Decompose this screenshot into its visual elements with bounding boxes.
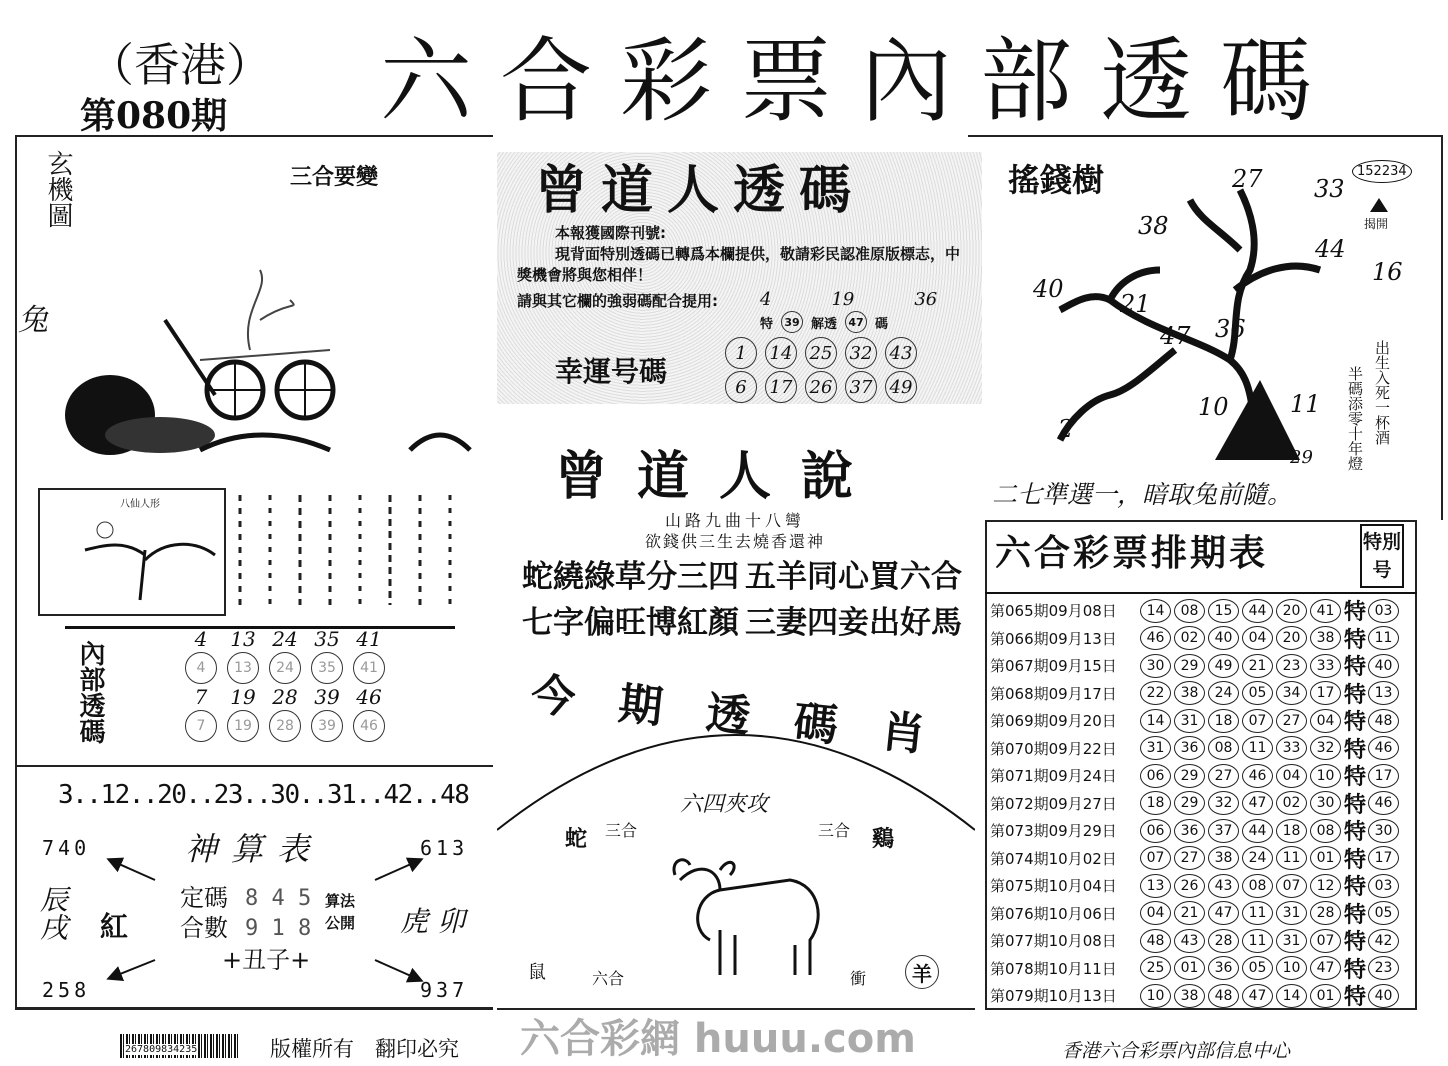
number-ball: 11: [1242, 901, 1273, 925]
schedule-row: [990, 955, 1402, 983]
number-ball: 10: [1310, 764, 1341, 788]
hand-number: 19: [831, 289, 855, 310]
zodiac-label: +丑子+: [222, 946, 311, 974]
issue-date: 第066期09月13日: [990, 629, 1117, 648]
number-ball: 47: [1208, 901, 1239, 925]
hand-number: 41: [356, 627, 382, 651]
number-ball: 23: [1276, 654, 1307, 678]
special-label: 特: [1344, 600, 1367, 626]
tree-number: 11: [1290, 390, 1321, 418]
number-ball: 04: [1242, 626, 1273, 650]
special-label: 特: [1344, 847, 1367, 873]
shensuan-bottom-left: 258: [42, 978, 91, 1002]
tree-stamp: 152234: [1352, 160, 1412, 183]
number-ball: 21: [1242, 654, 1273, 678]
zeng-code-title: 曾道人透碼: [535, 161, 866, 221]
special-ball: 03: [1368, 874, 1399, 898]
hand-number: 13: [230, 627, 256, 651]
number-ball: 14: [1140, 599, 1171, 623]
schedule-row: [990, 707, 1402, 735]
special-ball: 05: [1368, 901, 1399, 925]
inner-code-ball: 7: [185, 710, 217, 742]
number-ball: 08: [1208, 736, 1239, 760]
page-title: 六合彩票內部透碼: [380, 28, 1341, 135]
number-ball: 31: [1276, 901, 1307, 925]
lucky-ball: 17: [765, 371, 797, 403]
issue-date: 第071期09月24日: [990, 767, 1117, 786]
number-ball: 20: [1276, 599, 1307, 623]
rooster-label: 鷄: [872, 827, 895, 852]
poem-columns: [235, 490, 485, 620]
number-ball: 29: [1174, 764, 1205, 788]
inner-code-title: 內部透碼: [75, 640, 105, 744]
lucky-ball: 14: [765, 337, 797, 369]
right-hand-note: 虎 卯: [400, 905, 465, 938]
hand-number: 19: [230, 685, 256, 709]
number-ball: 38: [1174, 681, 1205, 705]
issue-date: 第067期09月15日: [990, 657, 1117, 676]
number-ball: 10: [1140, 984, 1171, 1008]
number-ball: 22: [1140, 681, 1171, 705]
number-ball: 31: [1140, 736, 1171, 760]
number-ball: 01: [1174, 956, 1205, 980]
number-ball: 08: [1174, 599, 1205, 623]
number-ball: 27: [1208, 764, 1239, 788]
tree-number: 40: [1033, 275, 1064, 303]
number-ball: 29: [1174, 654, 1205, 678]
tree-title: 搖錢樹: [1008, 161, 1105, 199]
issue-date: 第077期10月08日: [990, 932, 1117, 951]
number-ball: 08: [1242, 874, 1273, 898]
tree-number: 36: [1215, 315, 1246, 343]
schedule-row: [990, 982, 1402, 1010]
number-ball: 47: [1310, 956, 1341, 980]
snake-label: 蛇: [565, 827, 588, 852]
number-ball: 44: [1242, 599, 1273, 623]
jie-label: 解透: [811, 316, 838, 332]
number-ball: 34: [1276, 681, 1307, 705]
zeng-top-numbers: [760, 289, 937, 310]
sum-label: 合數: [180, 914, 228, 942]
schedule-row: [990, 927, 1402, 955]
watermark: 六合彩網 huuu.com: [520, 1016, 916, 1062]
schedule-row: [990, 735, 1402, 763]
inner-code-ball: 28: [269, 710, 301, 742]
special-ball: 23: [1368, 956, 1399, 980]
te-ball: 39: [781, 311, 803, 333]
number-ball: 11: [1242, 929, 1273, 953]
arrows: [100, 850, 440, 990]
number-ball: 25: [1140, 956, 1171, 980]
number-ball: 12: [1310, 874, 1341, 898]
number-ball: 07: [1140, 846, 1171, 870]
schedule-row: [990, 790, 1402, 818]
number-ball: 38: [1310, 626, 1341, 650]
number-ball: 46: [1140, 626, 1171, 650]
number-ball: 48: [1208, 984, 1239, 1008]
sheep-label: 羊: [905, 955, 939, 989]
number-ball: 43: [1174, 929, 1205, 953]
number-ball: 30: [1310, 791, 1341, 815]
number-ball: 15: [1208, 599, 1239, 623]
issue-date: 第069期09月20日: [990, 712, 1117, 731]
number-ball: 36: [1174, 736, 1205, 760]
cart-lion-illustration: [40, 170, 480, 460]
number-ball: 47: [1242, 984, 1273, 1008]
fixed-code-value: 8 4 5: [245, 886, 312, 911]
inner-code-hand-row2: [180, 686, 390, 708]
number-ball: 14: [1140, 709, 1171, 733]
zeng-says-title: 曾道人說: [555, 446, 884, 507]
number-ball: 38: [1174, 984, 1205, 1008]
schedule-row: [990, 762, 1402, 790]
special-ball: 46: [1368, 736, 1399, 760]
number-ball: 01: [1310, 846, 1341, 870]
lucky-ball: 43: [885, 337, 917, 369]
number-ball: 07: [1310, 929, 1341, 953]
number-ball: 07: [1242, 709, 1273, 733]
schedule-row: [990, 900, 1402, 928]
issue-date: 第076期10月06日: [990, 904, 1117, 923]
special-ball: 03: [1368, 599, 1399, 623]
jie-ball: 47: [845, 311, 867, 333]
inner-code-ball: 35: [311, 652, 343, 684]
special-label: 特: [1344, 930, 1367, 956]
number-ball: 37: [1208, 819, 1239, 843]
lucky-ball: 6: [725, 371, 757, 403]
schedule-row: [990, 652, 1402, 680]
special-ball: 11: [1368, 626, 1399, 650]
triangle-icon: [1370, 198, 1388, 212]
number-ball: 05: [1242, 681, 1273, 705]
copyright: 版權所有 翻印必究: [270, 1037, 459, 1061]
chong-label: 衝: [850, 969, 867, 988]
inner-code-row1: [185, 652, 385, 684]
sum-value: 9 1 8: [245, 916, 312, 941]
tree-number: 33: [1314, 175, 1345, 203]
tree-number: 47: [1160, 322, 1191, 350]
hand-number: 39: [314, 685, 340, 709]
lucky-circles-row1: [725, 337, 917, 369]
poem-1a: 蛇繞綠草分三四: [522, 559, 739, 595]
rat-label: 鼠: [528, 962, 546, 983]
special-label: 特: [1344, 682, 1367, 708]
number-ball: 26: [1174, 874, 1205, 898]
number-ball: 06: [1140, 819, 1171, 843]
special-ball: 40: [1368, 654, 1399, 678]
inner-code-ball: 24: [269, 652, 301, 684]
special-ball: 48: [1368, 709, 1399, 733]
special-label: 特: [1344, 875, 1367, 901]
te-label: 特: [760, 316, 774, 332]
lucky-ball: 25: [805, 337, 837, 369]
lucky-ball: 37: [845, 371, 877, 403]
number-ball: 27: [1276, 709, 1307, 733]
number-ball: 48: [1140, 929, 1171, 953]
inner-code-ball: 41: [353, 652, 385, 684]
region-label: （香港）: [88, 38, 272, 92]
liuhe-label: 六合: [592, 969, 625, 988]
shensuan-bottom-right: 937: [420, 978, 469, 1002]
special-label: 特: [1344, 957, 1367, 983]
poem-2b: 三妻四妾出好馬: [745, 605, 962, 641]
schedule-row: [990, 597, 1402, 625]
special-ball: 42: [1368, 929, 1399, 953]
schedule-row: [990, 625, 1402, 653]
number-ball: 11: [1242, 736, 1273, 760]
number-ball: 32: [1208, 791, 1239, 815]
schedule-title: 六合彩票排期表: [995, 533, 1269, 574]
zeng-text-1: 本報獲國際刊號:: [555, 224, 666, 242]
shensuan-title: 神算表: [185, 830, 324, 868]
tree-side-1: 出生入死一杯酒: [1373, 340, 1391, 445]
special-row: [760, 311, 888, 333]
sanhe-subtitle: 三合要變: [290, 165, 379, 190]
number-ball: 07: [1276, 874, 1307, 898]
tree-sketch-icon: [45, 510, 220, 610]
number-ball: 31: [1276, 929, 1307, 953]
sanhe-left: 三合: [605, 821, 638, 840]
hand-number: 35: [314, 627, 340, 651]
tree-open-label: 揭開: [1364, 217, 1389, 231]
issue-date: 第075期10月04日: [990, 877, 1117, 896]
number-ball: 17: [1310, 681, 1341, 705]
lucky-ball: 49: [885, 371, 917, 403]
number-ball: 04: [1310, 709, 1341, 733]
number-ball: 24: [1242, 846, 1273, 870]
ma-label: 碼: [875, 316, 889, 332]
issue-date: 第074期10月02日: [990, 849, 1117, 868]
info-center: 香港六合彩票內部信息中心: [1062, 1040, 1291, 1062]
number-ball: 33: [1310, 654, 1341, 678]
number-ball: 33: [1276, 736, 1307, 760]
hand-number: 28: [272, 685, 298, 709]
number-ball: 18: [1140, 791, 1171, 815]
inner-code-ball: 39: [311, 710, 343, 742]
this-issue-title: 今期透碼肖: [528, 669, 972, 766]
number-ball: 43: [1208, 874, 1239, 898]
special-ball: 13: [1368, 681, 1399, 705]
red-label: 紅: [100, 910, 129, 943]
number-ball: 20: [1276, 626, 1307, 650]
tree-bottom-verse: 二七準選一，暗取兔前隨。: [992, 480, 1293, 509]
number-ball: 32: [1310, 736, 1341, 760]
lucky-ball: 1: [725, 337, 757, 369]
issue-date: 第072期09月27日: [990, 794, 1117, 813]
number-ball: 31: [1174, 709, 1205, 733]
special-ball: 17: [1368, 846, 1399, 870]
inner-code-ball: 13: [227, 652, 259, 684]
number-ball: 36: [1208, 956, 1239, 980]
xuanji-label: 玄機圖: [43, 150, 73, 228]
ox-illustration: [660, 850, 830, 980]
inner-code-ball: 19: [227, 710, 259, 742]
issue-date: 第073期09月29日: [990, 822, 1117, 841]
number-ball: 10: [1276, 956, 1307, 980]
issue-number: 第080期: [80, 95, 228, 137]
number-ball: 28: [1310, 901, 1341, 925]
tree-number: 38: [1138, 212, 1169, 240]
lucky-ball: 32: [845, 337, 877, 369]
zeng-text-3: 請與其它欄的強弱碼配合提用:: [517, 292, 718, 310]
small-picture-caption: 八仙人形: [120, 499, 160, 510]
tree-number: 29: [1290, 447, 1313, 468]
number-ball: 18: [1276, 819, 1307, 843]
number-ball: 46: [1242, 764, 1273, 788]
number-ball: 01: [1310, 984, 1341, 1008]
tree-number: 21: [1120, 290, 1151, 318]
number-ball: 11: [1276, 846, 1307, 870]
number-ball: 44: [1242, 819, 1273, 843]
special-label: 特: [1344, 655, 1367, 681]
attack-label: 六四夾攻: [680, 792, 769, 817]
number-ball: 08: [1310, 819, 1341, 843]
schedule-rows: [990, 597, 1402, 1010]
number-ball: 41: [1310, 599, 1341, 623]
tree-number: 10: [1198, 393, 1229, 421]
method-label: 算法公開: [325, 892, 356, 932]
hand-number: 24: [272, 627, 298, 651]
zeng-says-line2: 欲錢供三生去燒香還神: [644, 532, 825, 551]
number-ball: 21: [1174, 901, 1205, 925]
lucky-ball: 26: [805, 371, 837, 403]
poem-2a: 七字偏旺博紅顏: [522, 605, 739, 641]
lucky-numbers-label: 幸運号碼: [555, 355, 668, 388]
special-label: 特: [1344, 737, 1367, 763]
inner-code-ball: 46: [353, 710, 385, 742]
tree-number: 16: [1372, 258, 1403, 286]
sanhe-right: 三合: [818, 821, 851, 840]
special-ball: 46: [1368, 791, 1399, 815]
tree-number: 27: [1232, 165, 1263, 193]
number-ball: 30: [1140, 654, 1171, 678]
rabbit-note: 兔: [18, 303, 48, 338]
special-label: 特: [1344, 985, 1367, 1011]
issue-date: 第070期09月22日: [990, 739, 1117, 758]
inner-code-ball: 4: [185, 652, 217, 684]
number-ball: 18: [1208, 709, 1239, 733]
number-ball: 13: [1140, 874, 1171, 898]
schedule-header-divider: [985, 592, 1417, 594]
number-ball: 36: [1174, 819, 1205, 843]
number-ball: 14: [1276, 984, 1307, 1008]
tree-number: 44: [1315, 235, 1346, 263]
special-ball: 30: [1368, 819, 1399, 843]
special-label: 特: [1344, 820, 1367, 846]
fixed-code-label: 定碼: [180, 884, 228, 912]
inner-code-hand-row1: [180, 628, 390, 650]
number-ball: 47: [1242, 791, 1273, 815]
tree-number: 2: [1058, 415, 1074, 443]
number-ball: 04: [1276, 764, 1307, 788]
shensuan-top-right: 613: [420, 836, 469, 860]
left-hand-note: 辰戌: [36, 885, 69, 941]
number-ball: 29: [1174, 791, 1205, 815]
issue-date: 第065期09月08日: [990, 602, 1117, 621]
number-ball: 38: [1208, 846, 1239, 870]
hand-number: 36: [914, 289, 938, 310]
inner-code-row2: [185, 710, 385, 742]
schedule-special-header: 特別号: [1360, 524, 1404, 588]
number-ball: 02: [1276, 791, 1307, 815]
special-label: 特: [1344, 710, 1367, 736]
issue-date: 第078期10月11日: [990, 959, 1117, 978]
hand-number: 4: [760, 289, 772, 310]
hand-number: 7: [194, 685, 208, 709]
shensuan-top-left: 740: [42, 836, 91, 860]
number-ball: 40: [1208, 626, 1239, 650]
hand-number: 46: [356, 685, 382, 709]
number-ball: 27: [1174, 846, 1205, 870]
number-ball: 06: [1140, 764, 1171, 788]
schedule-row: [990, 845, 1402, 873]
special-label: 特: [1344, 765, 1367, 791]
number-ball: 04: [1140, 901, 1171, 925]
special-ball: 40: [1368, 984, 1399, 1008]
barcode-number: 267809834235: [125, 1044, 198, 1055]
number-ball: 05: [1242, 956, 1273, 980]
schedule-row: [990, 872, 1402, 900]
special-label: 特: [1344, 627, 1367, 653]
schedule-row: [990, 817, 1402, 845]
lucky-circles-row2: [725, 371, 917, 403]
poem-1b: 五羊同心買六合: [745, 559, 962, 595]
number-ball: 28: [1208, 929, 1239, 953]
special-label: 特: [1344, 792, 1367, 818]
special-ball: 17: [1368, 764, 1399, 788]
zeng-says-line1: 山路九曲十八彎: [664, 511, 805, 530]
issue-date: 第079期10月13日: [990, 987, 1117, 1006]
number-ball: 49: [1208, 654, 1239, 678]
tree-side-2: 半碼添零十年燈: [1346, 366, 1364, 471]
number-ball: 24: [1208, 681, 1239, 705]
issue-date: 第068期09月17日: [990, 684, 1117, 703]
shensuan-numbers: 3..12..20..23..30..31..42..48: [58, 780, 469, 810]
hand-number: 4: [194, 627, 208, 651]
special-label: 特: [1344, 902, 1367, 928]
number-ball: 02: [1174, 626, 1205, 650]
schedule-row: [990, 680, 1402, 708]
zeng-text-2: 現背面特別透碼已轉爲本欄提供，敬請彩民認准原版標志，中獎機會將與您相伴！: [517, 245, 961, 284]
